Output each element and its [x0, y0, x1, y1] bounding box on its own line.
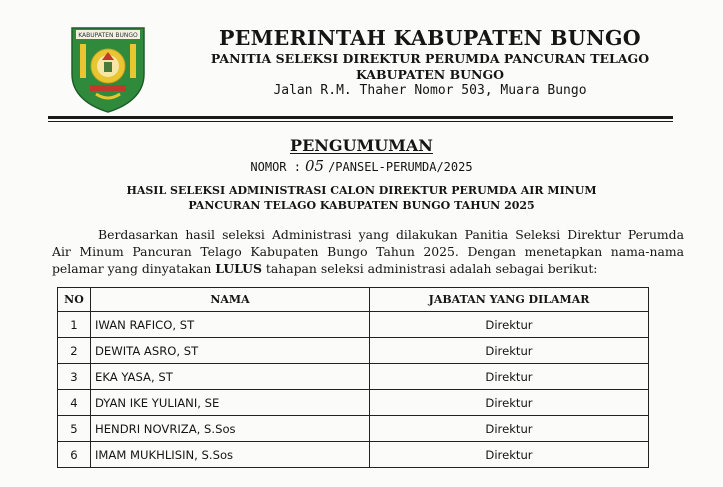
row-no: 5 [58, 416, 91, 442]
paragraph-line-3 [52, 260, 684, 277]
results-table [57, 287, 649, 468]
announcement-heading-text: PENGUMUMAN [290, 136, 433, 155]
row-jabatan: Direktur [370, 442, 649, 468]
row-nama: DYAN IKE YULIANI, SE [91, 390, 370, 416]
row-nama: IMAM MUKHLISIN, S.Sos [91, 442, 370, 468]
row-no: 4 [58, 390, 91, 416]
row-no: 3 [58, 364, 91, 390]
row-jabatan: Direktur [370, 416, 649, 442]
table-row [58, 338, 649, 364]
row-jabatan: Direktur [370, 364, 649, 390]
row-nama: DEWITA ASRO, ST [91, 338, 370, 364]
paragraph-line-3-end: tahapan seleksi administrasi adalah sebagai berikut: [261, 261, 598, 276]
header-divider-thin [48, 121, 673, 122]
header-no: NO [58, 288, 91, 312]
nomor-suffix: /PANSEL-PERUMDA/2025 [328, 160, 473, 174]
nomor-handwritten-value: 05 [304, 157, 325, 175]
header-committee-title: PANITIA SELEKSI DIREKTUR PERUMDA PANCURAN TELAGO [210, 51, 650, 66]
header-government-title: PEMERINTAH KABUPATEN BUNGO [219, 26, 641, 50]
emblem-text: KABUPATEN BUNGO [78, 32, 138, 39]
row-no: 6 [58, 442, 91, 468]
row-jabatan: Direktur [370, 338, 649, 364]
paragraph-line-3-start: pelamar yang dinyatakan [52, 261, 216, 276]
row-no: 1 [58, 312, 91, 338]
table-row [58, 442, 649, 468]
result-title-line-2: PANCURAN TELAGO KABUPATEN BUNGO TAHUN 2025 [188, 199, 535, 212]
header-regency: KABUPATEN BUNGO [355, 67, 505, 82]
intro-paragraph [52, 226, 684, 277]
table-row [58, 364, 649, 390]
row-jabatan: Direktur [370, 390, 649, 416]
row-nama: HENDRI NOVRIZA, S.Sos [91, 416, 370, 442]
paragraph-line-1: Berdasarkan hasil seleksi Administrasi yang dilakukan Panitia Seleksi Direktur Perumda [98, 227, 684, 242]
table-header-row [58, 288, 649, 312]
header-jabatan: JABATAN YANG DILAMAR [370, 288, 649, 312]
header-address: Jalan R.M. Thaher Nomor 503, Muara Bungo [273, 83, 587, 98]
header-divider-thick [48, 116, 673, 119]
result-title-line-1: HASIL SELEKSI ADMINISTRASI CALON DIREKTUR PERUMDA AIR MINUM [126, 184, 597, 197]
passed-keyword: LULUS [215, 261, 262, 276]
paragraph-line-2: Air Minum Pancuran Telago Kabupaten Bungo Tahun 2025. Dengan menetapkan nama-nama [52, 244, 684, 259]
header-nama: NAMA [91, 288, 370, 312]
row-jabatan: Direktur [370, 312, 649, 338]
table-row [58, 312, 649, 338]
nomor-label: NOMOR : [250, 160, 301, 174]
announcement-number [0, 157, 723, 175]
kabupaten-bungo-emblem [66, 22, 150, 114]
row-no: 2 [58, 338, 91, 364]
table-row [58, 390, 649, 416]
row-nama: IWAN RAFICO, ST [91, 312, 370, 338]
announcement-heading [0, 136, 723, 155]
table-row [58, 416, 649, 442]
row-nama: EKA YASA, ST [91, 364, 370, 390]
